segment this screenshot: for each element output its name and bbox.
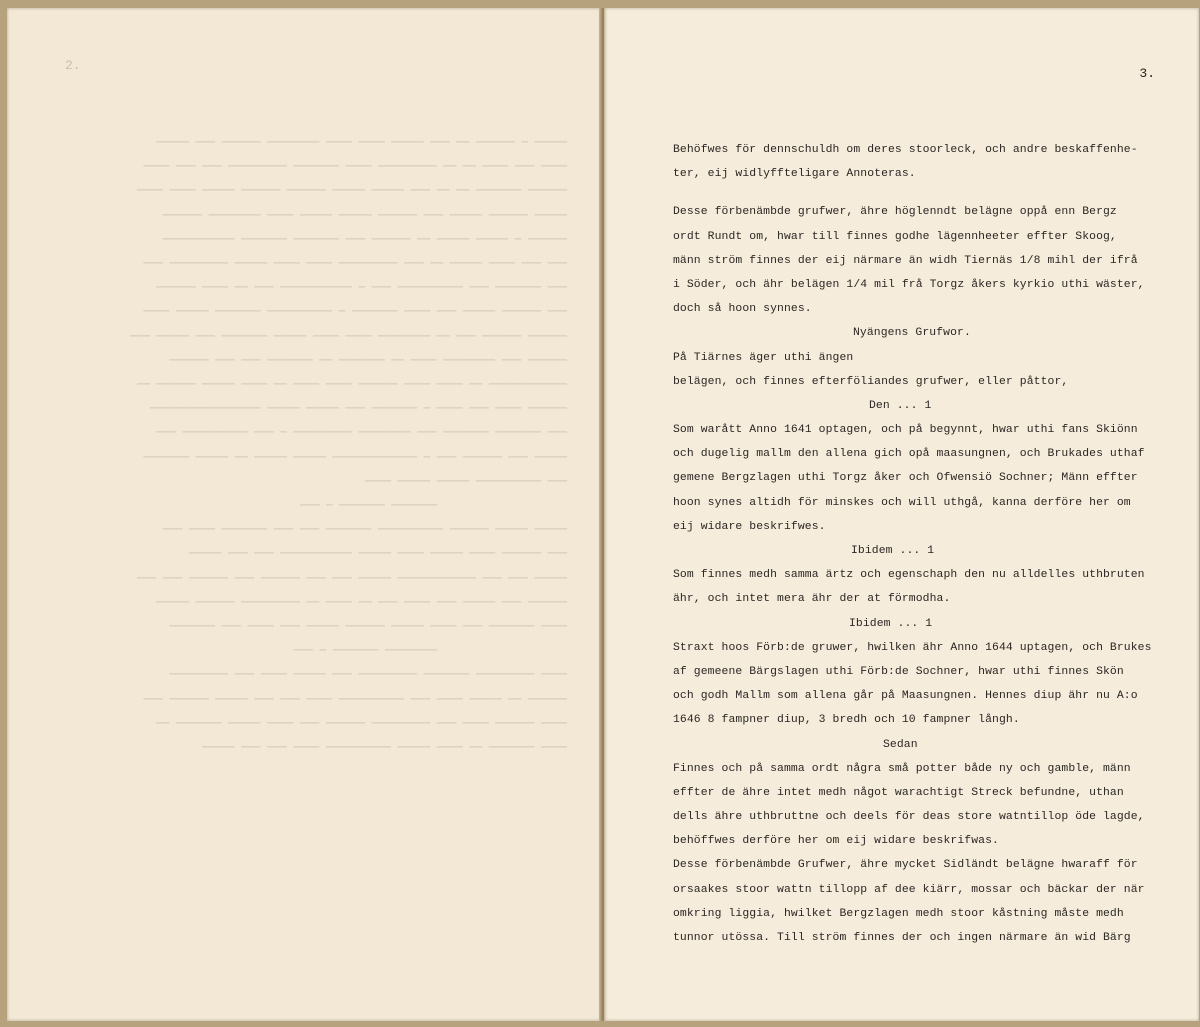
show-through-text: ▁▁▁▁▁ ▁ ▁▁▁▁▁▁ ▁▁ ▁▁▁ ▁▁▁▁▁ ▁▁▁▁ ▁▁▁▁ ▁▁▁▁▁▁▁▁ ▁▁▁▁▁▁ ▁▁▁ ▁▁▁▁▁ ▁▁▁▁ ▁▁▁ ▁▁▁▁ ▁▁ ▁▁ ▁▁▁▁▁▁▁▁▁ ▁▁▁▁ ▁▁▁▁▁▁▁ ▁▁▁▁▁▁▁▁▁ ▁▁▁ ▁▁▁ ▁▁▁▁ ▁▁▁▁▁▁ ▁▁▁▁▁▁▁ ▁▁ ▁▁ ▁▁▁ ▁▁▁▁▁ ▁▁▁▁▁ ▁▁▁▁▁▁ ▁▁▁▁▁▁ ▁▁▁▁▁ ▁▁▁▁ ▁▁▁▁ ▁▁▁▁▁ ▁▁▁▁▁▁ ▁▁▁▁▁ ▁▁▁ ▁▁▁▁▁▁ ▁▁▁▁▁ ▁▁▁▁▁ ▁▁▁▁ ▁▁▁▁▁▁▁▁ ▁▁▁▁▁▁ ▁▁▁▁▁▁ ▁ ▁▁▁▁▁ ▁▁▁▁▁ ▁▁ ▁▁▁▁▁▁ ▁▁▁ ▁▁▁▁▁▁▁ ▁▁▁▁▁▁▁ ▁▁▁▁▁▁▁▁▁▁▁ ▁▁▁ ▁▁▁ ▁▁▁▁ ▁▁▁▁▁ ▁▁ ▁▁▁ ▁▁▁▁▁▁▁▁▁ ▁▁▁▁ ▁▁▁▁ ▁▁▁▁▁ ▁▁▁▁▁▁▁▁▁ ▁▁▁ ▁▁▁ ▁▁▁▁▁▁▁ ▁▁▁ ▁▁▁▁▁▁▁▁▁▁ ▁▁▁ ▁ ▁▁▁▁▁▁▁▁▁▁▁ ▁▁▁ ▁▁ ▁▁▁▁ ▁▁▁▁▁▁ ▁▁▁ ▁▁▁▁▁▁ ▁▁▁▁▁ ▁▁▁ ▁▁▁▁ ▁▁▁▁▁▁▁ ▁ ▁▁▁▁▁▁▁▁▁▁ ▁▁▁▁▁▁▁ ▁▁▁▁▁ ▁▁▁▁ ▁▁▁▁▁▁ ▁▁▁▁▁▁ ▁▁▁ ▁▁ ▁▁▁▁▁▁▁▁ ▁▁▁▁ ▁▁▁▁ ▁▁▁▁▁ ▁▁▁▁▁▁▁ ▁▁▁ ▁▁▁▁▁ ▁▁▁ ▁▁▁▁▁▁ ▁▁▁ ▁▁▁▁▁▁▁▁ ▁▁▁▁ ▁▁ ▁▁▁▁▁▁▁ ▁▁ ▁▁▁▁▁▁▁ ▁▁▁ ▁▁▁ ▁▁▁▁▁▁ ▁▁▁▁▁▁▁▁▁▁▁▁ ▁▁ ▁▁▁▁ ▁▁▁▁ ▁▁▁▁▁▁ ▁▁▁▁ ▁▁▁▁ ▁▁ ▁▁▁▁ ▁▁▁▁▁ ▁▁▁▁▁▁ ▁▁ ▁▁▁▁▁▁ ▁▁▁▁ ▁▁▁ ▁▁▁▁ ▁ ▁▁▁▁▁▁▁ ▁▁▁ ▁▁▁▁▁ ▁▁▁▁▁ ▁▁▁▁▁▁▁▁▁▁▁▁▁▁▁▁▁ ▁▁▁ ▁▁▁▁▁▁▁ ▁▁▁▁▁▁▁ ▁▁▁ ▁▁▁▁▁▁▁▁ ▁▁▁▁▁▁▁▁▁ ▁ ▁▁▁ ▁▁▁▁▁▁▁▁▁▁ ▁▁▁ ▁▁▁▁▁ ▁▁▁ ▁▁▁▁▁▁ ▁▁▁ ▁ ▁▁▁▁▁▁▁▁▁▁▁▁▁ ▁▁▁▁▁ ▁▁▁▁▁ ▁▁ ▁▁▁▁▁ ▁▁▁▁▁▁▁ ▁▁▁ ▁▁▁▁▁▁▁▁▁▁ ▁▁▁▁▁ ▁▁▁▁▁ ▁▁▁▁ ▁▁▁▁▁▁▁ ▁▁▁▁▁▁▁ ▁ ▁▁▁ ▁▁▁▁▁ ▁▁▁▁▁ ▁▁▁▁▁▁ ▁▁▁▁▁▁▁▁▁▁ ▁▁▁▁▁▁▁ ▁▁▁ ▁▁▁ ▁▁▁▁▁▁▁ ▁▁▁▁ ▁▁▁ ▁▁▁ ▁▁▁▁▁▁ ▁▁▁▁ ▁▁▁▁▁ ▁▁▁▁ ▁▁▁▁▁ ▁▁▁▁▁▁▁▁▁▁▁ ▁▁▁ ▁▁▁ ▁▁▁▁▁ ▁▁▁▁▁ ▁▁▁ ▁▁▁ ▁▁▁▁▁▁▁▁▁▁▁▁ ▁▁▁▁▁ ▁▁▁ ▁▁▁ ▁▁▁▁▁▁ ▁▁▁ ▁▁▁▁▁▁ ▁▁▁ ▁▁▁ ▁▁▁▁▁▁ ▁▁▁ ▁▁▁▁▁ ▁▁▁ ▁▁▁▁ ▁▁▁ ▁▁ ▁▁▁▁ ▁▁ ▁▁▁▁▁▁▁▁▁ ▁▁▁▁▁▁ ▁▁▁▁▁ ▁▁▁▁ ▁▁▁▁▁▁▁ ▁▁▁ ▁▁▁▁ ▁▁▁▁▁ ▁▁▁▁▁▁ ▁▁▁▁▁ ▁▁▁ ▁▁▁▁ ▁▁▁ ▁▁▁▁▁▁▁ ▁▁▁▁▁▁▁▁ ▁▁▁▁▁▁▁ ▁ ▁▁▁ ▁▁▁▁ ▁▁▁▁▁▁▁▁▁ ▁▁▁▁▁▁▁ ▁▁▁▁▁▁▁▁▁ ▁▁▁ ▁▁▁▁▁ ▁▁▁▁ ▁▁▁ ▁▁▁▁▁▁▁▁▁ ▁▁▁▁▁▁ ▁▁ ▁▁▁▁▁ ▁▁▁▁ ▁▁▁ ▁▁▁▁▁▁▁▁▁▁ ▁▁▁▁ ▁▁▁ ▁▁▁ ▁▁▁▁▁ ▁▁▁▁▁▁ ▁▁▁ ▁▁▁▁ ▁▁▁▁▁▁ ▁▁▁▁ ▁▁▁ ▁▁▁▁▁▁▁▁▁ ▁▁▁▁▁▁ ▁▁▁ ▁▁▁▁ ▁▁▁▁▁ ▁▁▁▁▁▁▁ ▁▁ ▁▁▁▁ ▁▁▁▁▁▁▁ ▁▁ ▁▁▁▁ ▁▁▁▁▁ ▁▁▁▁▁▁▁▁▁▁ ▁▁▁▁ ▁▁▁ ▁▁▁ ▁▁▁▁▁ [130, 132, 567, 750]
text-line: Som finnes medh samma ärtz och egenschaph den nu alldelles uthbruten [673, 569, 1145, 582]
text-line: omkring liggia, hwilket Bergzlagen medh stoor kåstning måste medh [673, 907, 1124, 920]
text-line: doch så hoon synnes. [673, 303, 812, 316]
entry-heading: Ibidem ... 1 [851, 545, 935, 557]
left-page-number: 2. [65, 58, 81, 73]
text-line: och dugelig mallm den allena gich opå maasungnen, och Brukades uthaf [673, 448, 1145, 461]
text-line: 1646 8 fampner diup, 3 bredh och 10 fampner långh. [673, 714, 1020, 727]
text-line: orsaakes stoor wattn tillopp af dee kiärr, mossar och bäckar der när [673, 883, 1145, 896]
text-line: Desse förbenämbde Grufwer, ähre mycket Sidländt belägne hwaraff för [673, 859, 1138, 872]
text-line: gemene Bergzlagen uthi Torgz åker och Ofwensiö Sochner; Männ effter [673, 472, 1138, 485]
text-line: ähr, och intet mera ähr der at förmodha. [673, 593, 951, 606]
text-line: i Söder, och ähr belägen 1/4 mil frå Torgz åkers kyrkio uthi wäster, [673, 278, 1145, 291]
text-line: ter, eij widlyffteligare Annoteras. [673, 168, 916, 181]
text-line: ordt Rundt om, hwar till finnes godhe lägennheeter effter Skoog, [673, 230, 1117, 243]
text-line: dells ähre uthbruttne och deels för deas store watntillop öde lagde, [673, 811, 1145, 824]
section-heading: Nyängens Grufwor. [853, 327, 971, 340]
text-line: eij widare beskrifwes. [673, 520, 826, 533]
text-line: Finnes och på samma ordt några små potter både ny och gamble, männ [673, 762, 1131, 775]
text-line: På Tiärnes äger uthi ängen [673, 351, 854, 364]
right-page-number: 3. [1139, 66, 1155, 81]
text-line: Desse förbenämbde grufwer, ähre höglenndt belägne oppå enn Bergz [673, 206, 1117, 219]
text-line: tunnor utössa. Till ström finnes der och ingen närmare än wid Bärg [673, 932, 1131, 944]
text-line: och godh Mallm som allena går på Maasungnen. Hennes diup ähr nu A:o [673, 690, 1138, 703]
right-page [604, 8, 1199, 1021]
text-line: hoon synes altidh för minskes och will uthgå, kanna derföre her om [673, 496, 1131, 509]
entry-heading: Den ... 1 [869, 399, 932, 412]
text-line: Som warått Anno 1641 optagen, och på begynnt, hwar uthi fans Skiönn [673, 424, 1138, 437]
typed-text-block [673, 138, 1173, 950]
text-line: belägen, och finnes efterföliandes grufwer, eller påttor, [673, 375, 1069, 388]
entry-heading: Ibidem ... 1 [849, 617, 933, 630]
text-line: behöffwes derföre her om eij widare beskrifwas. [673, 835, 999, 848]
text-line: af gemeene Bärgslagen uthi Förb:de Sochner, hwar uthi finnes Skön [673, 665, 1124, 678]
left-page [7, 8, 602, 1021]
text-line: Behöfwes för dennschuldh om deres stoorleck, och andre beskaffenhe- [673, 144, 1138, 156]
entry-heading: Sedan [883, 738, 918, 751]
text-line: männ ström finnes der eij närmare än widh Tiernäs 1/8 mihl der ifrå [673, 254, 1138, 267]
text-line: effter de ähre intet medh något warachtigt Streck befundne, uthan [673, 786, 1124, 799]
text-line: Straxt hoos Förb:de gruwer, hwilken ähr Anno 1644 uptagen, och Brukes [673, 641, 1152, 654]
